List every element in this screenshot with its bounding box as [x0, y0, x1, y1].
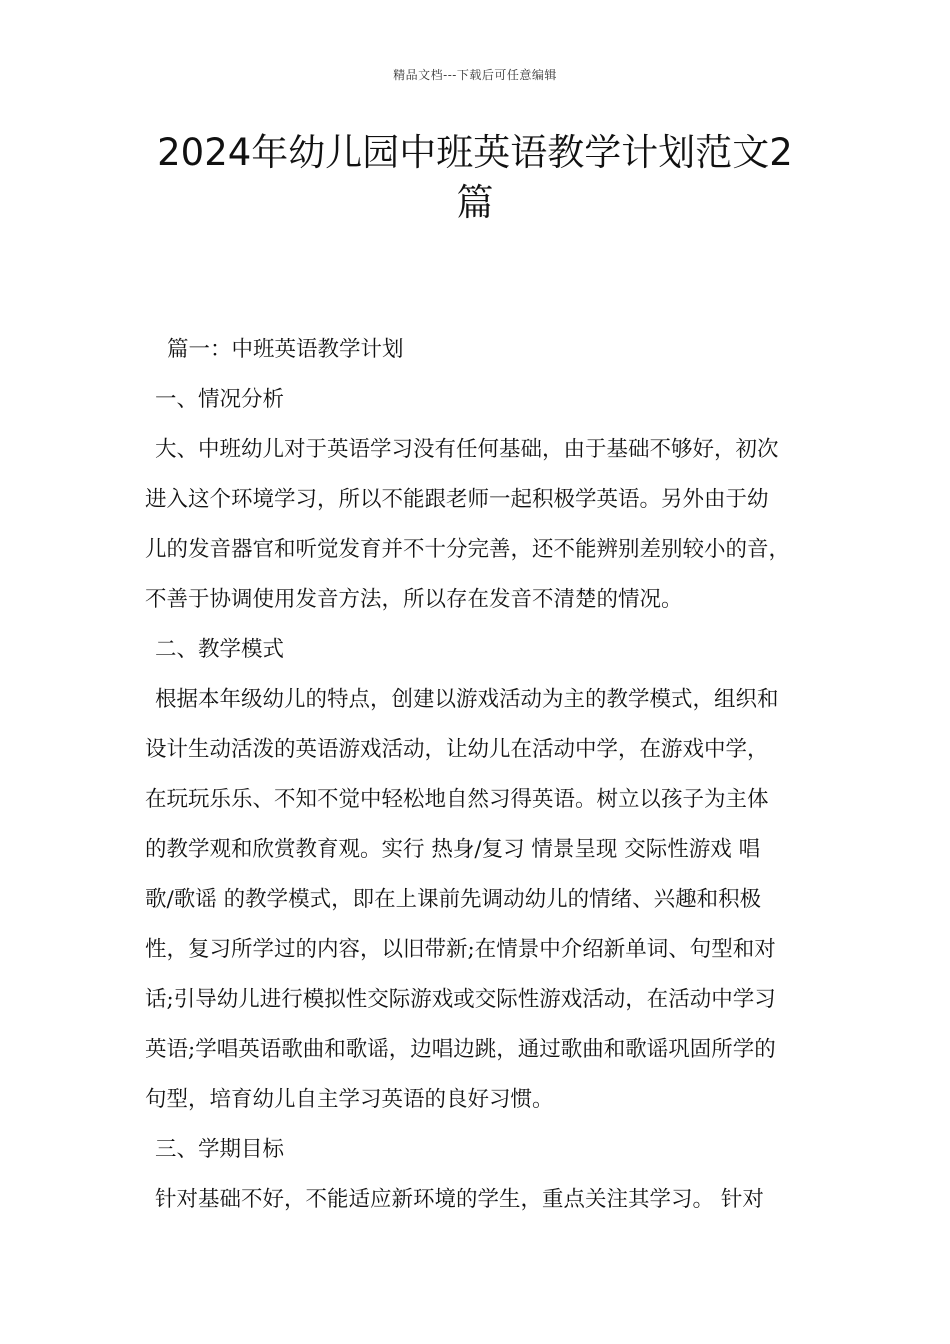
paragraph-line: 根据本年级幼儿的特点，创建以游戏活动为主的教学模式，组织和 — [155, 687, 779, 712]
paragraph-line: 英语;学唱英语歌曲和歌谣，边唱边跳，通过歌曲和歌谣巩固所学的 — [145, 1037, 776, 1062]
section-heading-teaching-mode: 二、教学模式 — [155, 637, 285, 662]
page-header-note: 精品文档---下载后可任意编辑 — [393, 68, 557, 82]
document-title-line-2: 篇 — [456, 181, 494, 224]
section-heading-situation-analysis: 一、情况分析 — [155, 387, 285, 412]
paragraph-line: 设计生动活泼的英语游戏活动，让幼儿在活动中学，在游戏中学， — [145, 737, 769, 762]
paragraph-line: 进入这个环境学习，所以不能跟老师一起积极学英语。另外由于幼 — [145, 487, 769, 512]
paragraph-line: 不善于协调使用发音方法，所以存在发音不清楚的情况。 — [145, 587, 683, 612]
paragraph-line: 句型，培育幼儿自主学习英语的良好习惯。 — [145, 1087, 554, 1112]
paragraph-line: 歌/歌谣 的教学模式，即在上课前先调动幼儿的情绪、兴趣和积极 — [145, 887, 762, 912]
paragraph-line: 针对基础不好，不能适应新环境的学生，重点关注其学习。 针对 — [155, 1187, 764, 1212]
paragraph-line: 话;引导幼儿进行模拟性交际游戏或交际性游戏活动，在活动中学习 — [145, 987, 776, 1012]
document-title-line-1: 2024年幼儿园中班英语教学计划范文2 — [157, 131, 793, 174]
document-body — [145, 325, 835, 1225]
document-title — [120, 128, 830, 228]
paragraph-line: 在玩玩乐乐、不知不觉中轻松地自然习得英语。树立以孩子为主体 — [145, 787, 769, 812]
paragraph-line: 的教学观和欣赏教育观。实行 热身/复习 情景呈现 交际性游戏 唱 — [145, 837, 761, 862]
paragraph-line: 大、中班幼儿对于英语学习没有任何基础，由于基础不够好，初次 — [155, 437, 779, 462]
paragraph-line: 儿的发音器官和听觉发育并不十分完善，还不能辨别差别较小的音， — [145, 537, 791, 562]
section-heading-part-one: 篇一：中班英语教学计划 — [167, 337, 404, 362]
paragraph-line: 性，复习所学过的内容，以旧带新;在情景中介绍新单词、句型和对 — [145, 937, 776, 962]
section-heading-semester-goals: 三、学期目标 — [155, 1137, 285, 1162]
